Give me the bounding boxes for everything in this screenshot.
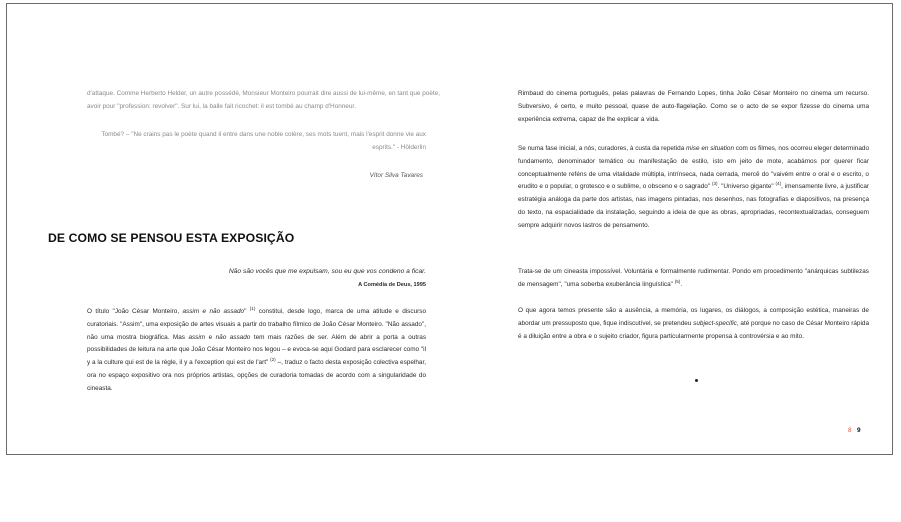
text-run: e <box>205 333 216 341</box>
text-run: . <box>680 280 683 288</box>
text-run-italic: assim e não assado <box>182 308 245 315</box>
page-number-right: 9 <box>857 427 861 434</box>
text-run: tem mais razões de ser. Além de abrir a porta a outras possibilidades de leitura na arte que João César Monteiro nos legou – e evoca-se aqui Godard para esclarecer como "il y a la culture qui est de la règle, il y a l'exception qui est de l'art" <box>87 333 427 367</box>
footnote-marker[interactable]: (5) <box>674 278 681 284</box>
body-paragraph-right-3 <box>518 266 869 292</box>
footnote-marker[interactable]: (3) <box>711 181 718 187</box>
footnote-marker[interactable]: (4) <box>775 181 782 187</box>
book-spread <box>6 3 893 455</box>
body-paragraph-right-1: Rimbaud do cinema português, pelas palavras de Fernando Lopes, tinha João César Monteiro no cinema um recurso. Subversivo, é certo, e muito pessoal, quase de auto-flagelação. Como se o acto de se expor fizesse do cinema uma experiência extrema, capaz de lhe explicar a vida. <box>518 90 869 123</box>
text-run: . "Universo gigante" <box>717 183 776 191</box>
text-run: com os filmes, nos ocorreu eleger determinado fundamento, denominador temático ou manifestação de estilo, isto em jeito de mote, acabámos por querer ficar conceptualmente reféns de uma vitalidade múltipla, intrínseca, nada cerrada, mercê do "vaivém entre o oral e o escrito, o erudito e o popular, o grotesco e o sublime, o obsceno e o sagrado" <box>518 145 869 191</box>
footnote-marker[interactable]: (2) <box>270 357 276 363</box>
text-run: Trata-se de um cineasta impossível. Voluntária e formalmente rudimentar. Pondo em procedimento "anárquicas subtilezas de mensagem", "uma soberba exuberância linguística" <box>518 268 869 288</box>
text-run-italic: assim <box>188 333 206 341</box>
epigraph: Não são vocês que me expulsam, sou eu que vos condeno a ficar. <box>228 268 426 275</box>
page-number-left: 8 <box>848 427 852 434</box>
text-run: , até porque no caso de César Monteiro rápida é a diluição entre a obra e o sujeito criador, figura particularmente propensa à controvérsia e ao mito. <box>518 319 870 340</box>
text-run: O que agora temos presente são a ausência, a memória, os lugares, os diálogos, a composição estética, maneiras de abordar um pressuposto que, fique indiscutível, se pretendeu <box>518 307 869 327</box>
text-run-italic: subject-specific <box>693 319 737 327</box>
quote-paragraph-2: Tombé? – "Ne crains pas le poète quand il entre dans une noble colère, ses mots tuent, mais l'esprit donne vie aux esprits." - Hölderlin <box>101 131 426 151</box>
text-run: " <box>244 308 250 315</box>
text-run: constitui, desde logo, marca de uma atitude e discurso curatoriais. "Assim", uma exposição de artes visuais a partir do trabalho fílmico de João César Monteiro. "Não assado", não uma mostra biográfica. Mas <box>87 308 427 341</box>
quote-paragraph-1: d'attaque. Comme Herberto Helder, un autre possédé, Monsieur Monteiro pourrait dire aussi de lui-même, en tant que poète, avoir pour "profession: revolver". Sur lui, la balle fait ricochet: il est tombé au champ d'Honneur. <box>87 90 440 110</box>
text-run-italic: não assado <box>215 333 251 341</box>
body-paragraph-right-2 <box>518 143 869 233</box>
text-run: , imensamente livre, a justificar estratégia análoga da parte dos artistas, nas imagens pintadas, nos desenhos, nas fotografias e diapositivos, na presença do texto, na espacialidade da instalação, seguindo a ideia de que as obras, apropriadas, recontextualizadas, conseguem sempre adquirir novos lastros de pensamento. <box>518 183 869 229</box>
body-paragraph-right-4 <box>518 305 869 343</box>
text-run: –, traduz o facto desta exposição colectiva espelhar, ora no espaço expositivo ora nos próprios artistas, opções de curadoria tomadas de acordo com a singularidade do cineasta. <box>87 359 426 392</box>
text-run: O título "João César Monteiro, <box>87 308 183 315</box>
section-heading: DE COMO SE PENSOU ESTA EXPOSIÇÃO <box>48 231 295 245</box>
text-run-italic: mise en situation <box>686 145 735 152</box>
epigraph-source: A Comédia de Deus, 1995 <box>358 282 426 288</box>
body-paragraph-left <box>87 306 426 396</box>
end-mark <box>695 379 698 382</box>
footnote-marker[interactable]: (1) <box>249 305 256 311</box>
signature: Vítor Silva Tavares <box>369 172 423 179</box>
text-run: Se numa fase inicial, a nós, curadores, à custa da repetida <box>518 145 687 152</box>
